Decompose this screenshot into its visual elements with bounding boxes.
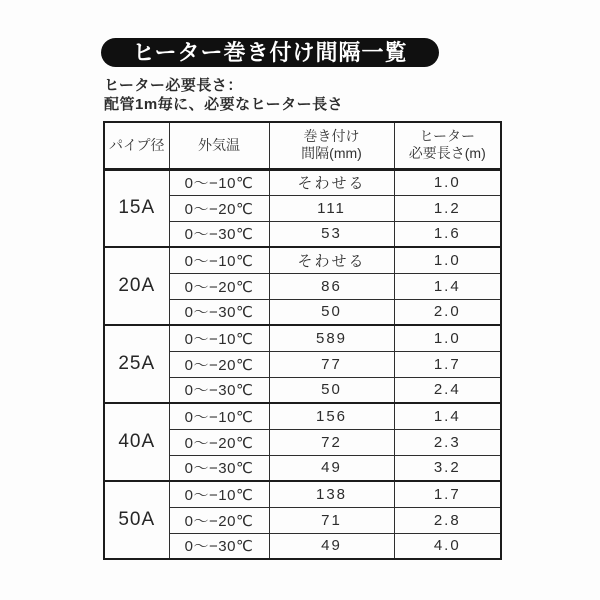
page-title	[101, 38, 439, 67]
col-header-interval-line2: 間隔(mm)	[301, 145, 362, 162]
length-cell: 2.0	[394, 299, 501, 325]
length-cell: 1.7	[394, 481, 501, 507]
pipe-size-cell: 25A	[104, 325, 169, 403]
length-cell: 2.3	[394, 429, 501, 455]
length-cell: 1.4	[394, 273, 501, 299]
temp-cell: 0〜−30℃	[169, 455, 269, 481]
temp-cell: 0〜−10℃	[169, 325, 269, 351]
pipe-size-cell: 40A	[104, 403, 169, 481]
temp-cell: 0〜−20℃	[169, 273, 269, 299]
temp-cell: 0〜−30℃	[169, 533, 269, 559]
length-cell: 1.7	[394, 351, 501, 377]
temp-cell: 0〜−20℃	[169, 195, 269, 221]
length-cell: 1.6	[394, 221, 501, 247]
interval-cell: そわせる	[269, 247, 394, 273]
pipe-size-cell: 15A	[104, 169, 169, 247]
interval-cell: 77	[269, 351, 394, 377]
length-cell: 2.4	[394, 377, 501, 403]
length-cell: 1.0	[394, 247, 501, 273]
temp-cell: 0〜−10℃	[169, 481, 269, 507]
col-header-length-line1: ヒーター	[419, 128, 475, 145]
table-header	[104, 122, 501, 169]
temp-cell: 0〜−20℃	[169, 351, 269, 377]
subtitle-line1: ヒーター必要長さ：	[104, 77, 243, 94]
interval-cell: そわせる	[269, 169, 394, 195]
group-50a	[104, 481, 501, 559]
col-header-length	[394, 122, 501, 169]
group-40a	[104, 403, 501, 481]
interval-cell: 49	[269, 455, 394, 481]
length-cell: 1.2	[394, 195, 501, 221]
table-row	[104, 481, 501, 507]
table-row	[104, 169, 501, 195]
table-row	[104, 247, 501, 273]
col-header-length-line2: 必要長さ(m)	[408, 145, 486, 162]
length-cell: 4.0	[394, 533, 501, 559]
length-cell: 1.0	[394, 325, 501, 351]
temp-cell: 0〜−10℃	[169, 169, 269, 195]
temp-cell: 0〜−30℃	[169, 299, 269, 325]
temp-cell: 0〜−20℃	[169, 429, 269, 455]
length-cell: 2.8	[394, 507, 501, 533]
interval-cell: 86	[269, 273, 394, 299]
temp-cell: 0〜−20℃	[169, 507, 269, 533]
group-15a	[104, 169, 501, 247]
temp-cell: 0〜−10℃	[169, 247, 269, 273]
temp-cell: 0〜−30℃	[169, 377, 269, 403]
interval-cell: 138	[269, 481, 394, 507]
table-header-row	[104, 122, 501, 169]
length-cell: 1.0	[394, 169, 501, 195]
interval-cell: 71	[269, 507, 394, 533]
pipe-size-cell: 20A	[104, 247, 169, 325]
subtitle	[104, 76, 343, 114]
interval-cell: 49	[269, 533, 394, 559]
col-header-interval	[269, 122, 394, 169]
page-title-text: ヒーター巻き付け間隔一覧	[132, 39, 408, 65]
heater-spec-table	[103, 121, 502, 560]
col-header-interval-line1: 巻き付け	[303, 128, 360, 145]
interval-cell: 50	[269, 299, 394, 325]
length-cell: 3.2	[394, 455, 501, 481]
pipe-size-cell: 50A	[104, 481, 169, 559]
interval-cell: 156	[269, 403, 394, 429]
table-row	[104, 403, 501, 429]
group-25a	[104, 325, 501, 403]
length-cell: 1.4	[394, 403, 501, 429]
col-header-pipe: パイプ径	[104, 122, 169, 169]
interval-cell: 53	[269, 221, 394, 247]
subtitle-line2: 配管1m毎に、必要なヒーター長さ	[104, 96, 344, 113]
group-20a	[104, 247, 501, 325]
interval-cell: 50	[269, 377, 394, 403]
col-header-temp: 外気温	[169, 122, 269, 169]
temp-cell: 0〜−30℃	[169, 221, 269, 247]
temp-cell: 0〜−10℃	[169, 403, 269, 429]
interval-cell: 589	[269, 325, 394, 351]
interval-cell: 111	[269, 195, 394, 221]
table-row	[104, 325, 501, 351]
interval-cell: 72	[269, 429, 394, 455]
